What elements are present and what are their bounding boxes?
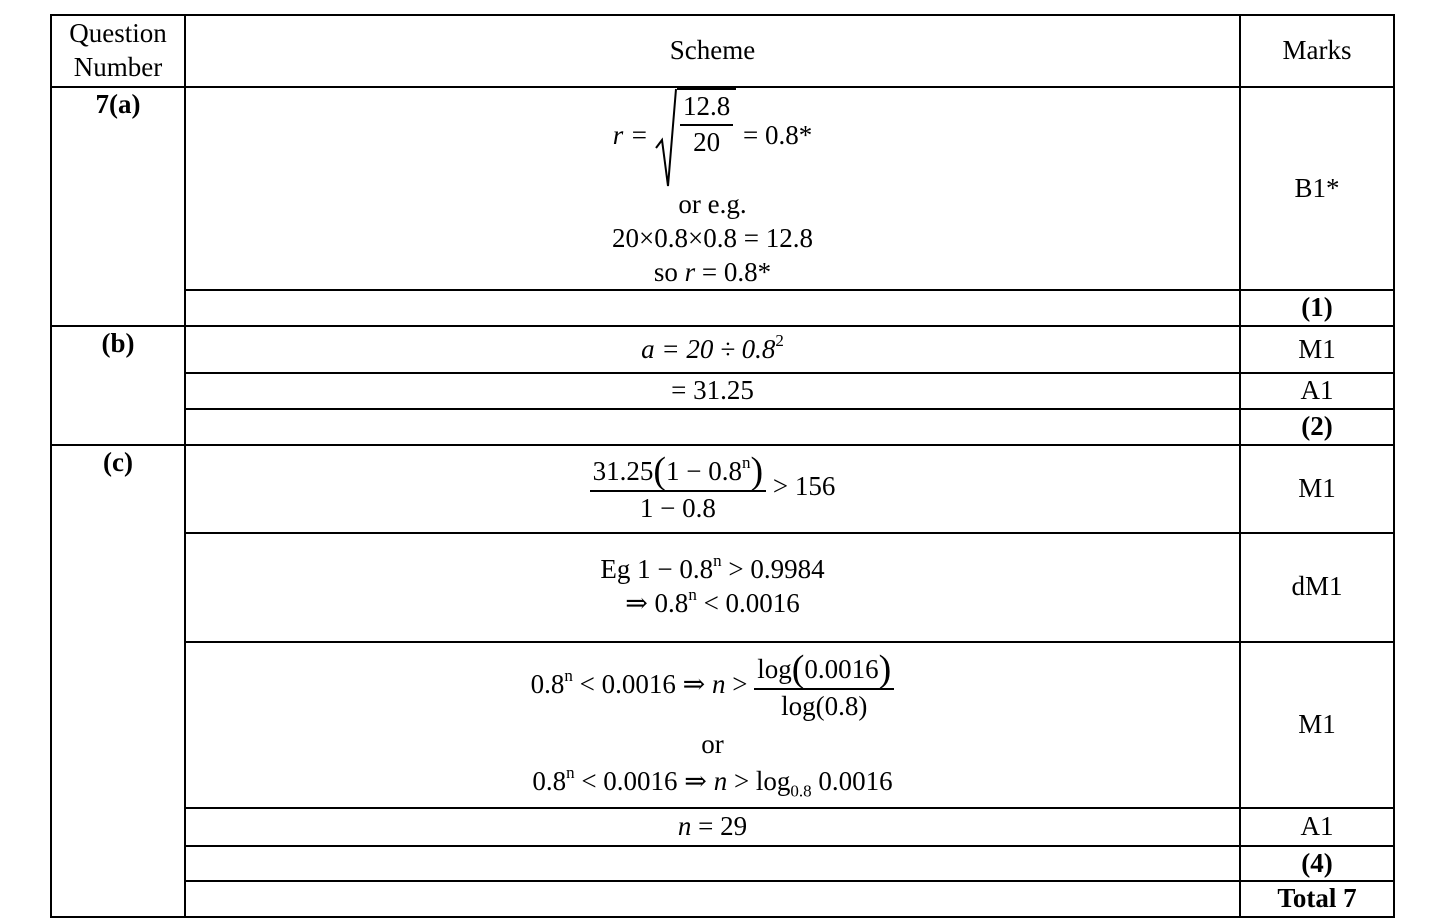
so-rest: = 0.8* [701, 256, 772, 287]
part-c-row-3 [51, 642, 1394, 808]
log-numerator: log(0.0016) [757, 647, 892, 690]
part-b-subtotal-row [51, 409, 1394, 445]
log-base-line: $0.8^n < 0.0016$ ⇒ $n > \log_{0.8} 0.0016$ [532, 763, 893, 801]
rearranged-inequality [185, 533, 1240, 642]
empty-scheme-cell [185, 290, 1240, 326]
mark-scheme-table [50, 14, 1395, 918]
square-root [655, 88, 736, 188]
empty-scheme-cell [185, 409, 1240, 445]
fraction-denominator: 20 [680, 124, 733, 160]
mark-a1: A1 [1240, 373, 1394, 409]
header-row [51, 15, 1394, 87]
header-scheme: Scheme [185, 15, 1240, 87]
part-b-line-2: = 31.25 [185, 373, 1240, 409]
subtotal-a: (1) [1240, 290, 1394, 326]
so-r-statement [190, 256, 1235, 290]
total-row [51, 881, 1394, 917]
subtotal-c: (4) [1240, 846, 1394, 882]
r-variable: r [684, 256, 696, 287]
question-label-c: (c) [51, 445, 185, 918]
empty-scheme-cell [185, 846, 1240, 882]
part-c-row-2 [51, 533, 1394, 642]
r-equation [190, 88, 1235, 188]
sum-numerator: $31.25(1 - 0.8^n)$ [592, 449, 764, 492]
so-prefix: so [653, 256, 678, 287]
part-b-row-2 [51, 373, 1394, 409]
fraction-numerator: 12.8 [683, 91, 731, 121]
part-c-row-4 [51, 808, 1394, 846]
part-a-row [51, 87, 1394, 290]
n-answer: n = 29 [185, 808, 1240, 846]
subtotal-b: (2) [1240, 409, 1394, 445]
header-question-number: Question Number [51, 15, 185, 87]
a-equation: a = 20 ÷ 0.8 [641, 333, 776, 364]
question-label-b: (b) [51, 326, 185, 445]
log-fraction-line: $0.8^n < 0.0016$ ⇒ n > $\frac{\log(0.0016)}{\log(0.8)}$ [190, 650, 1235, 724]
or-eg-text: or e.g. [678, 189, 747, 219]
or-text: or [701, 728, 724, 759]
part-a-scheme [185, 87, 1240, 290]
product-equation: 20×0.8×0.8 = 12.8 [612, 222, 813, 253]
sum-rhs: > 156 [772, 470, 836, 501]
implies-line: ⇒ $0.8^n < 0.0016$ [625, 585, 800, 618]
part-c-subtotal-row [51, 846, 1394, 882]
empty-scheme-cell [185, 881, 1240, 917]
mark-m1: M1 [1240, 326, 1394, 373]
part-b-row-1 [51, 326, 1394, 373]
logarithm-step [185, 642, 1240, 808]
part-a-subtotal-row [51, 290, 1394, 326]
mark-b1-star: B1* [1240, 87, 1394, 290]
exponent-2: 2 [775, 330, 784, 350]
log-denominator: log(0.8) [754, 688, 894, 724]
sum-denominator: 1 − 0.8 [590, 490, 767, 526]
log-fraction [754, 647, 894, 724]
part-c-row-1 [51, 445, 1394, 533]
mark-m1: M1 [1240, 642, 1394, 808]
header-marks: Marks [1240, 15, 1394, 87]
r-lhs: r = [612, 120, 649, 151]
sum-inequality [185, 445, 1240, 533]
mark-a1: A1 [1240, 808, 1394, 846]
total-marks: Total 7 [1240, 881, 1394, 917]
fraction-12-8-over-20 [680, 90, 733, 160]
mark-dm1: dM1 [1240, 533, 1394, 642]
eg-line: Eg $1 - 0.8^n > 0.9984$ [600, 551, 825, 585]
r-rhs: = 0.8* [743, 120, 813, 151]
part-b-line-1 [185, 326, 1240, 373]
sum-fraction [590, 449, 767, 526]
question-label-7a: 7(a) [51, 87, 185, 326]
radical-sign [655, 88, 677, 188]
mark-m1: M1 [1240, 445, 1394, 533]
radicand [677, 88, 736, 188]
